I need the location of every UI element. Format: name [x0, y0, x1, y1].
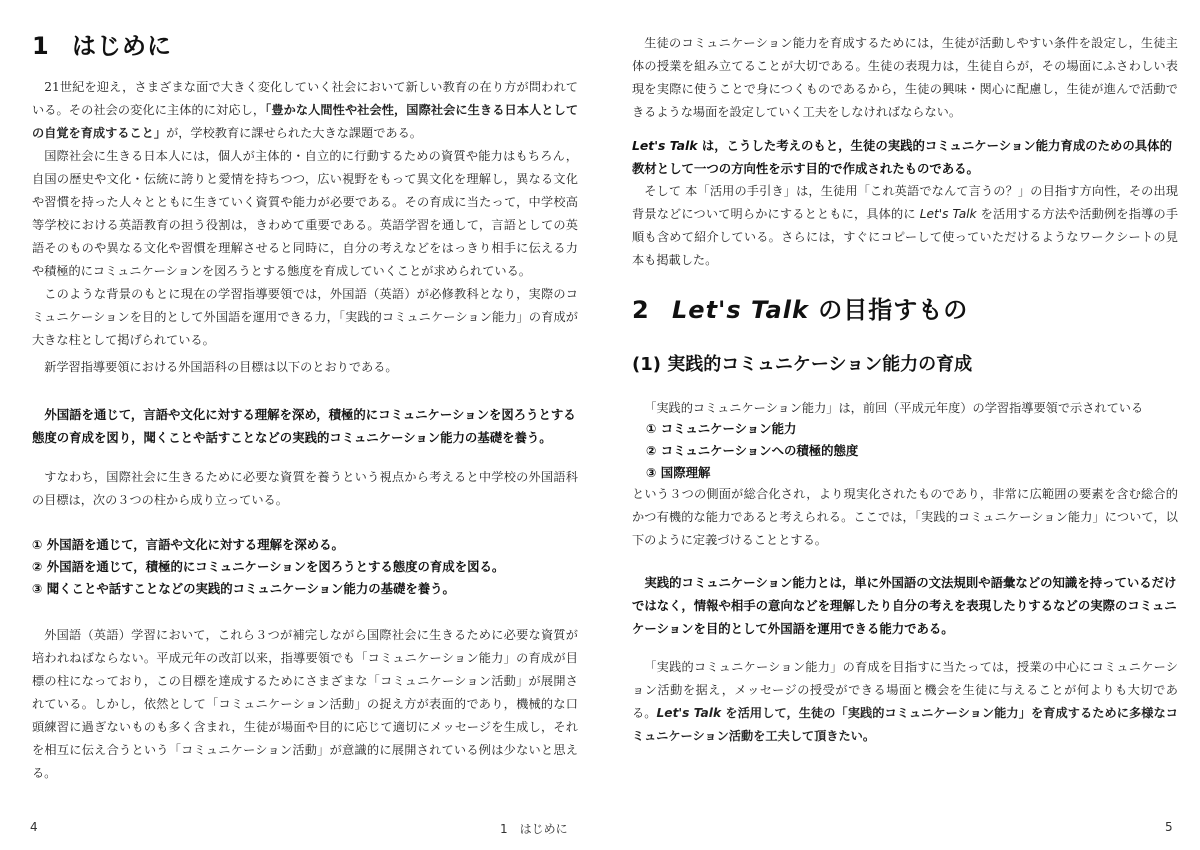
right-page	[600, 0, 1200, 850]
aspects-intro: 「実践的コミュニケーション能力」は，前回（平成元年度）の学習指導要領で示されている	[644, 401, 1144, 415]
emphasis-text: 「豊かな人間性や社会性，国際社会に生きる日本人としての自覚を育成すること」	[32, 103, 579, 140]
pillar-item-1: ① 外国語を通じて，言語や文化に対する理解を深める。	[32, 537, 344, 552]
final-paragraph: 「実践的コミュニケーション能力」の育成を目指すに当たっては，授業の中心にコミュニケーション活動を据え，メッセージの授受ができる場面と機会を生徒に与えることが何よりも大切である。Let's Talk を活用して，生徒の「実践的コミュニケーション能力」を育成するために多様なコミュニケーション活動を工夫して頂きたい。	[632, 660, 1178, 743]
intro-paragraph-1: 21世紀を迎え，さまざまな面で大きく変化していく社会において新しい教育の在り方が問われている。その社会の変化に主体的に対応し，「豊かな人間性や社会性，国際社会に生きる日本人としての自覚を育成すること」が，学校教育に課せられた大きな課題である。	[32, 80, 579, 140]
intro-paragraph-2: 国際社会に生きる日本人には，個人が主体的・自立的に行動するための資質や能力はもちろん，自国の歴史や文化・伝統に誇りと愛情を持ちつつ，広い視野をもって異文化を理解し，異なる文化や習慣を持った人々とともに生きていく資質や能力が必要である。その育成に当たって，中学校高等学校における英語教育の担う役割は，きわめて重要である。英語学習を通して，言語としての英語そのものや異なる文化や習慣を理解させると同時に，自分の考えなどをはっきり相手に伝える力や積極的にコミュニケーションを図ろうとする態度を育成していくことが求められている。	[32, 149, 578, 278]
section-number: 2	[632, 296, 650, 324]
section-heading-2	[632, 290, 968, 325]
pillars-list	[32, 534, 504, 600]
goal-statement: 外国語を通じて，言語や文化に対する理解を深め，積極的にコミュニケーションを図ろうとする態度の育成を図り，聞くことや話すことなどの実践的コミュニケーション能力の基礎を養う。	[32, 407, 576, 445]
aspects-summary: という３つの側面が総合化され，より現実化されたものであり，非常に広範囲の要素を含む総合的かつ有機的な能力であると考えられる。ここでは，「実践的コミュニケーション能力」について，以下のように定義づけることとする。	[632, 487, 1178, 547]
goal-intro: 新学習指導要領における外国語科の目標は以下のとおりである。	[44, 360, 398, 374]
aspect-item-1: ① コミュニケーション能力	[646, 421, 797, 436]
brand-lets-talk: Let's Talk	[672, 296, 809, 324]
pillar-item-2: ② 外国語を通じて，積極的にコミュニケーションを図ろうとする態度の育成を図る。	[32, 559, 505, 574]
brand-lets-talk: Let's Talk	[632, 138, 698, 153]
closing-text: 外国語（英語）学習において，これら３つが補完しながら国際社会に生きるために必要な資質が培われねばならない。平成元年の改訂以来，指導要領でも「コミュニケーション能力」の育成が目標の柱になっており，この目標を達成するためにさまざまな「コミュニケーション活動」が展開されている。しかし，依然として「コミュニケーション活動」の捉え方が表面的であり，機械的な口頭練習に過ぎないものも多く含まれ，生徒が場面や目的に応じて適切にメッセージを生成し，それを相互に伝え合うという「コミュニケーション活動」が意識的に展開されている例は少ないと思える。	[32, 628, 578, 780]
brand-lets-talk: Let's Talk	[919, 207, 977, 221]
pillars-intro: すなわち，国際社会に生きるために必要な資質を養うという視点から考えると中学校の外国語科の目標は，次の３つの柱から成り立っている。	[32, 470, 578, 507]
aspect-item-2: ② コミュニケーションへの積極的態度	[646, 443, 859, 458]
section-title: はじめに	[72, 32, 172, 60]
section-number: 1	[32, 32, 50, 60]
intro-text	[32, 76, 578, 352]
lets-talk-paragraph: Let's Talk は，こうした考えのもと，生徒の実践的コミュニケーション能力育成のための具体的教材として一つの方向性を示す目的で作成されたものである。	[632, 138, 1172, 176]
page-number-right: 5	[1165, 820, 1173, 834]
guide-paragraph: そして 本「活用の手引き」は，生徒用「これ英語でなんて言うの？」の目指す方向性，その出現背景などについて明らかにするとともに，具体的に Let's Talk を活用する方法や活動例を指導の手順も含めて紹介している。さらには，すぐにコピーして使っていただけるようなワークシートの見本も掲載した。	[632, 184, 1179, 267]
page-number-left: 4	[30, 820, 38, 834]
section-heading-1	[32, 26, 172, 61]
top-paragraph: 生徒のコミュニケーション能力を育成するためには，生徒が活動しやすい条件を設定し，生徒主体の授業を組み立てることが大切である。生徒の表現力は，生徒自らが，その場面にふさわしい表現を実際に使うことで身につくものであるから，生徒の興味・関心に配慮し，生徒が進んで活動できるような場面を設定していく工夫をしなければならない。	[632, 36, 1178, 119]
definition-statement: 実践的コミュニケーション能力とは，単に外国語の文法規則や語彙などの知識を持っているだけではなく，情報や相手の意向などを理解したり自分の考えを表現したりするなどの実際のコミュニケーションを目的として外国語を運用できる能力である。	[632, 575, 1177, 636]
running-head: 1 はじめに	[500, 822, 568, 836]
pillar-item-3: ③ 聞くことや話すことなどの実践的コミュニケーション能力の基礎を養う。	[32, 581, 455, 596]
aspect-item-3: ③ 国際理解	[646, 465, 711, 480]
subsection-heading: (1) 実践的コミュニケーション能力の育成	[632, 354, 973, 375]
intro-paragraph-3: このような背景のもとに現在の学習指導要領では，外国語（英語）が必修教科となり，実際のコミュニケーションを目的として外国語を運用できる力，「実践的コミュニケーション能力」の育成が大きな柱として掲げられている。	[32, 287, 578, 347]
aspects-list	[646, 418, 858, 484]
brand-lets-talk: Let's Talk	[656, 706, 722, 720]
section-title: の目指すもの	[808, 296, 969, 324]
